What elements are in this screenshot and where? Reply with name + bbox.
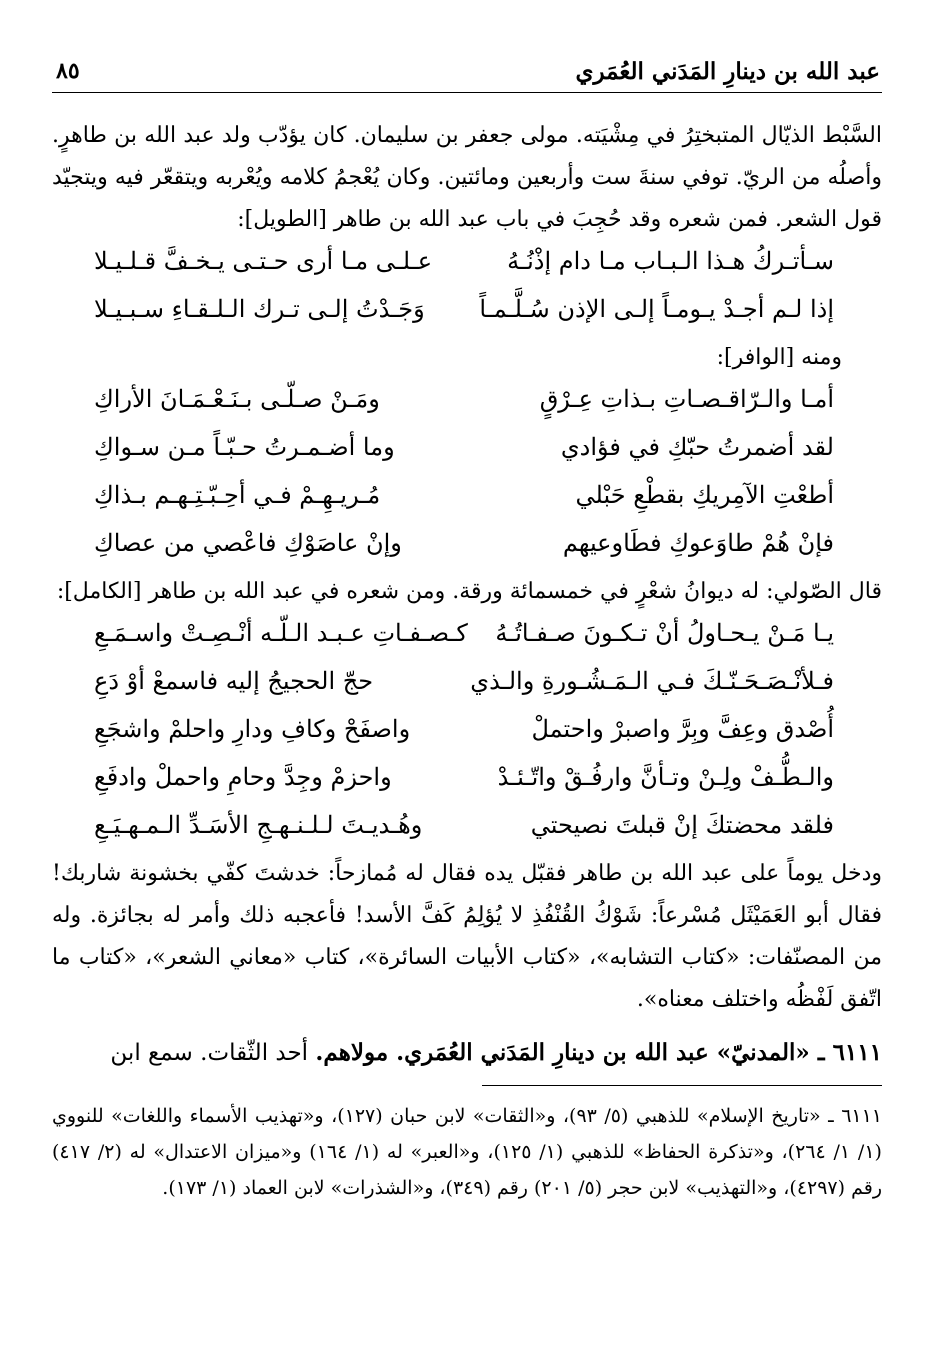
- biography-entry: [52, 1031, 882, 1075]
- verse-second-hemistich: حجّ الحجيجُ إليه فاسمعْ أوْ دَعِ: [94, 667, 374, 695]
- poem-tawil: [52, 241, 882, 337]
- verse-second-hemistich: مُـريـهِـمْ فـي أحِـبّـتِـهـم بـذاكِ: [94, 481, 381, 509]
- verse-first-hemistich: سـأتـركُ هـذا الـبـاب مـا دام إذْنُـهُ: [507, 247, 834, 275]
- verse-line: [52, 709, 882, 757]
- verse-line: [52, 475, 882, 523]
- verse-second-hemistich: عـلـى مـا أرى حـتـى يـخـفَّ قـلـيـلا: [94, 247, 433, 275]
- verse-first-hemistich: أمـا والـرّاقـصـاتِ بـذاتِ عِـرْقٍ: [539, 385, 834, 413]
- verse-second-hemistich: واصفَحْ وكافِ ودارِ واحلمْ واشجَعِ: [94, 715, 411, 743]
- footnote-divider: [482, 1085, 882, 1086]
- page-number: ٨٥: [56, 58, 80, 84]
- biography-paragraph: السَّبْط الذيّال المتبختِرُ في مِشْيَته. مولى جعفر بن سليمان. كان يؤدّب ولد عبد الله بن طاهرٍ. وأصلُه من الريّ. توفي سنةَ ست وأربعين ومائتين. وكان يُعْجمُ كلامه ويُعْربه ويتقعّر فيه ويتجيّد قول الشعر. فمن شعره وقد حُجِبَ في باب عبد الله بن طاهر [الطويل]:: [52, 123, 882, 232]
- verse-first-hemistich: أُصْدق وعِفَّ وبِرَّ واصبرْ واحتملْ: [531, 715, 834, 743]
- verse-line: [52, 427, 882, 475]
- entry-heading: ٦١١١ ـ «المدنيّ» عبد الله بن دينارِ المَدَني العُمَري. مولاهم.: [315, 1039, 882, 1066]
- verse-line: [52, 523, 882, 571]
- verse-line: [52, 805, 882, 853]
- verse-line: [52, 289, 882, 337]
- footnote: ٦١١١ ـ «تاريخ الإسلام» للذهبي (٥/ ٩٣)، و«الثقات» لابن حبان (١٢٧)، و«تهذيب الأسماء واللغات» للنووي (١/ ١/ ٢٦٤)، و«تذكرة الحفاظ» للذهبي (١/ ١٢٥)، و«العبر» له (١/ ١٦٤) و«ميزان الاعتدال» له (٢/ ٤١٧) رقم (٤٢٩٧)، و«التهذيب» لابن حجر (٥/ ٢٠١) رقم (٣٤٩)، و«الشذرات» لابن العماد (١/ ١٧٣).: [52, 1105, 883, 1199]
- verse-second-hemistich: كـصـفـاتِ عـبـد الـلّـه أنْـصِـتْ واسـمَـعِ: [94, 619, 468, 647]
- book-page: [52, 52, 882, 1352]
- running-title: عبد الله بن دينارِ المَدَني العُمَري: [575, 58, 880, 85]
- verse-second-hemistich: ومَـنْ صـلّـى بـنَـعْـمَـانَ الأراكِ: [94, 385, 380, 413]
- running-header: [52, 52, 882, 93]
- verse-line: [52, 757, 882, 805]
- verse-line: [52, 379, 882, 427]
- verse-first-hemistich: فـلأنْـصَـحَـنّـكَ فـي الـمَـشُـورةِ والـذي: [470, 667, 834, 695]
- verse-first-hemistich: فإنْ هُمْ طاوَعوكِ فطَاوعيهم: [562, 529, 834, 557]
- verse-second-hemistich: وإنْ عاصَوْكِ فاعْصي من عصاكِ: [94, 529, 402, 557]
- verse-first-hemistich: والـطُّـفْ ولِـنْ وتـأنَّ وارفُـقْ واتّـئـدْ: [497, 763, 834, 791]
- verse-line: [52, 241, 882, 289]
- verse-first-hemistich: لقد أضمرتُ حبّكِ في فؤادي: [560, 433, 834, 461]
- entry-text: أحد الثّقات. سمع ابن: [110, 1040, 316, 1066]
- verse-first-hemistich: يـا مَـنْ يـحـاولُ أنْ تـكـونَ صـفـاتُـهُ: [495, 619, 834, 647]
- verse-first-hemistich: فلقد محضتكَ إنْ قبلتَ نصيحتي: [530, 811, 834, 839]
- poem-wafir: [52, 379, 882, 571]
- verse-second-hemistich: وما أضـمـرتُ حـبّـاً مـن سـواكِ: [94, 433, 395, 461]
- verse-line: [52, 613, 882, 661]
- verse-second-hemistich: وهُـديـتَ لـلـنـهـجِ الأسَـدِّ الـمـهـيَـعِ: [94, 811, 423, 839]
- anecdote-paragraph: ودخل يوماً على عبد الله بن طاهر فقبّل يده فقال له مُمازحاً: خدشتَ كفّي بخشونة شاربك! فقال أبو العَمَيْثَل مُسْرعاً: شَوْكُ القُنْفُذِ لا يُؤلِمُ كَفَّ الأسد! فأعجبه ذلك وأمر له بجائزة. وله من المصنّفات: «كتاب التشابه»، «كتاب الأبيات السائرة»، كتاب «معاني الشعر»، «كتاب ما اتّفق لَفْظُه واختلف معناه».: [52, 861, 882, 1012]
- verse-second-hemistich: واحزمْ وجِدَّ وحامِ واحملْ وادفَعِ: [94, 763, 392, 791]
- verse-first-hemistich: أطعْتِ الآمِريكِ بقطْعِ حَبْلي: [575, 481, 834, 509]
- verse-first-hemistich: إذا لـم أجـدْ يـومـاً إلـى الإذن سُـلَّـمـاً: [479, 295, 834, 323]
- anecdote-paragraph: قال الصّولي: له ديوانُ شعْرٍ في خمسمائة ورقة. ومن شعره في عبد الله بن طاهر [الكامل]:: [56, 579, 882, 604]
- verse-second-hemistich: وَجَـدْتُ إلـى تـرك الـلـقـاءِ سـبـيـلا: [94, 295, 425, 323]
- poem-kamil: [52, 613, 882, 853]
- poem-intro: ومنه [الوافر]:: [716, 345, 842, 370]
- verse-line: [52, 661, 882, 709]
